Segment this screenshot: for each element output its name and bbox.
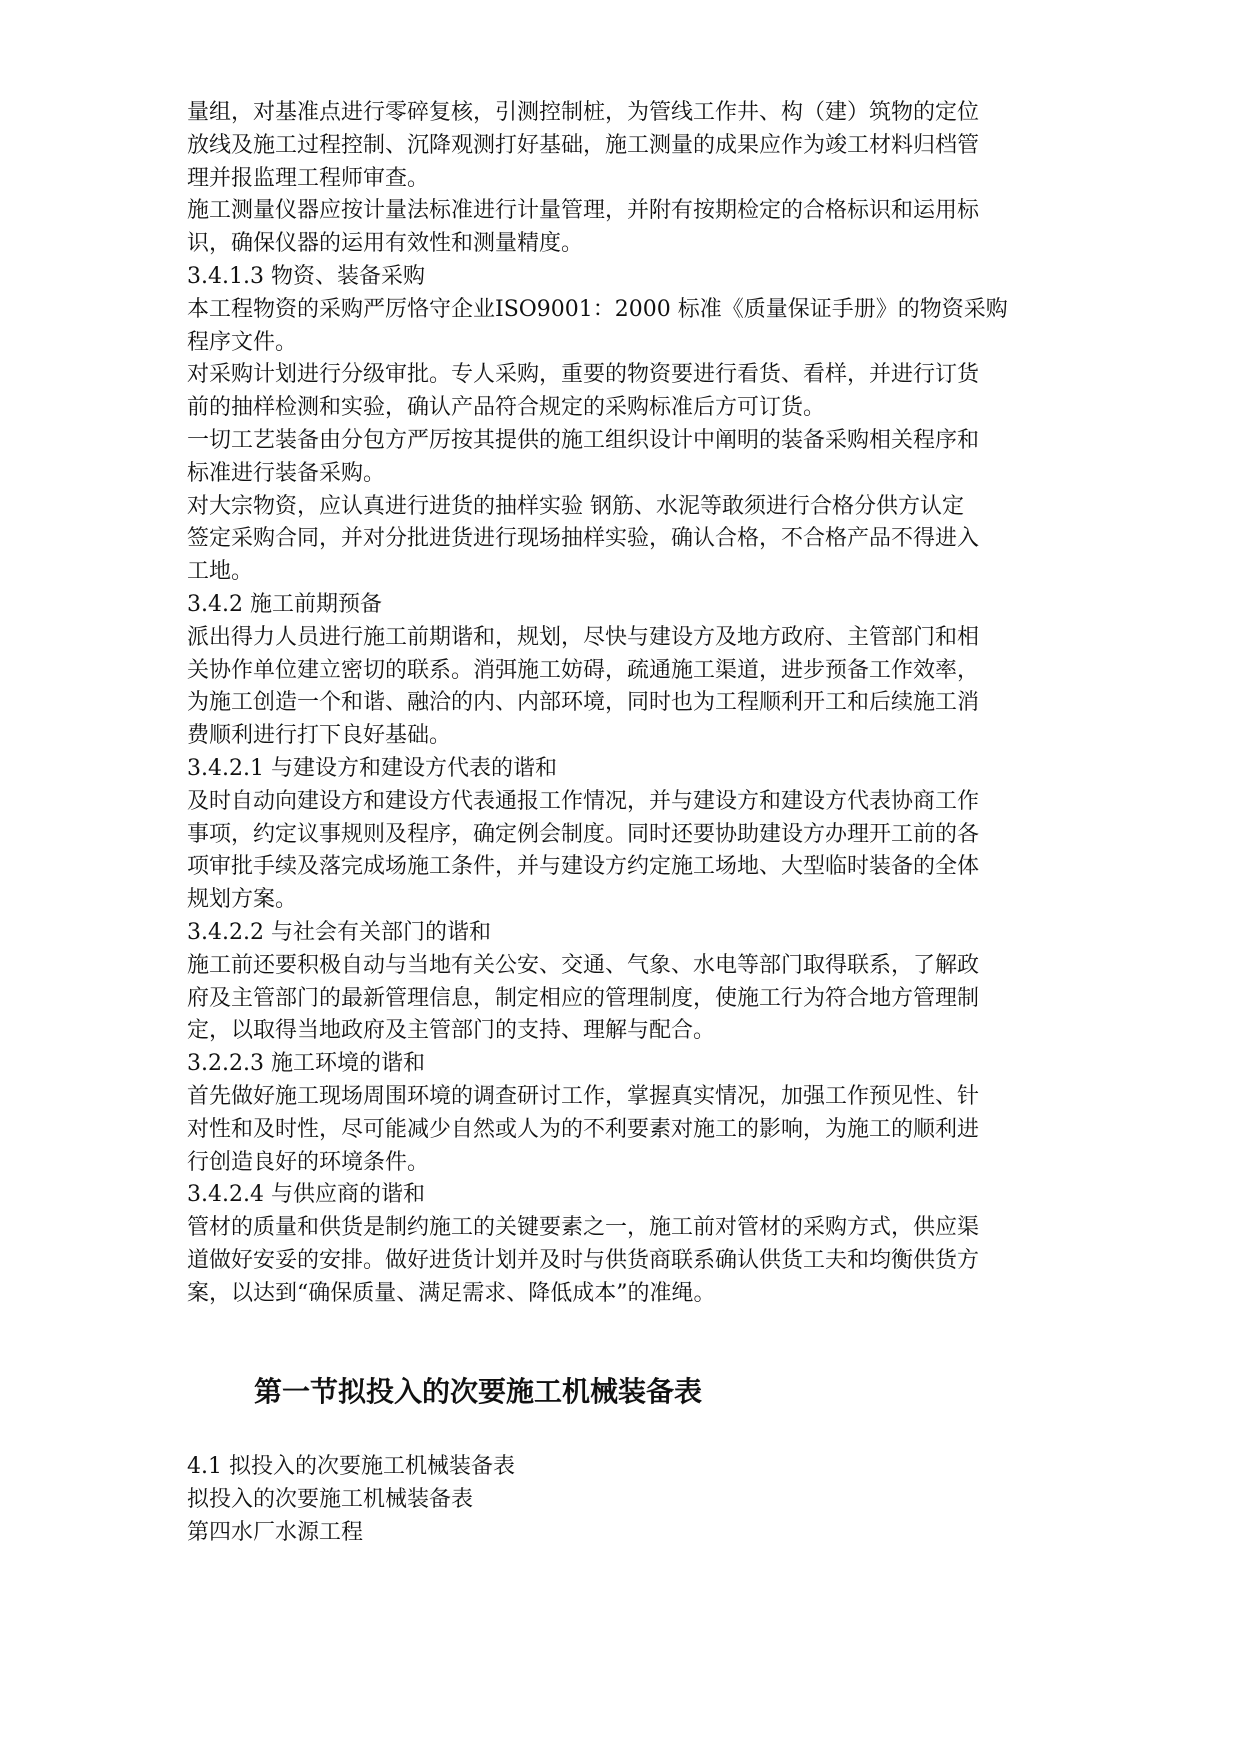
text-line: 量组，对基准点进行零碎复核，引测控制桩，为管线工作井、构（建）筑物的定位 <box>187 100 980 125</box>
subsection-heading: 4.1 拟投入的次要施工机械装备表 <box>187 1454 515 1479</box>
body-text <box>187 97 1067 1310</box>
text-line: 对大宗物资，应认真进行进货的抽样实验 钢筋、水泥等敢须进行合格分供方认定 <box>187 493 964 519</box>
text-line: 定，以取得当地政府及主管部门的支持、理解与配合。 <box>187 1018 716 1044</box>
text-line: 事项，约定议事规则及程序，确定例会制度。同时还要协助建设方办理开工前的各 <box>187 821 980 847</box>
project-name: 第四水厂水源工程 <box>187 1519 364 1545</box>
text-line: 程序文件。 <box>187 329 298 355</box>
text-line: 管材的质量和供货是制约施工的关键要素之一，施工前对管材的采购方式，供应渠 <box>187 1215 980 1241</box>
subsection-heading: 3.4.2.2 与社会有关部门的谐和 <box>187 919 491 945</box>
text-line: 对性和及时性，尽可能减少自然或人为的不利要素对施工的影响，为施工的顺利进 <box>187 1116 980 1142</box>
section-heading: 第一节拟投入的次要施工机械装备表 <box>254 1375 703 1408</box>
text-line: 道做好安妥的安排。做好进货计划并及时与供货商联系确认供货工夫和均衡供货方 <box>187 1247 980 1273</box>
text-line: 放线及施工过程控制、沉降观测打好基础，施工测量的成果应作为竣工材料归档管 <box>187 132 980 158</box>
subsection-heading: 3.2.2.3 施工环境的谐和 <box>187 1051 425 1077</box>
text-line: 费顺利进行打下良好基础。 <box>187 723 452 749</box>
text-line: 关协作单位建立密切的联系。消弭施工妨碍，疏通施工渠道，进步预备工作效率， <box>187 657 980 683</box>
text-line: 施工前还要积极自动与当地有关公安、交通、气象、水电等部门取得联系，了解政 <box>187 952 980 978</box>
text-line: 案，以达到“确保质量、满足需求、降低成本”的准绳。 <box>187 1280 716 1306</box>
table-title: 拟投入的次要施工机械装备表 <box>187 1486 474 1512</box>
text-line: 施工测量仪器应按计量法标准进行计量管理，并附有按期检定的合格标识和运用标 <box>187 198 980 224</box>
text-line: 及时自动向建设方和建设方代表通报工作情况，并与建设方和建设方代表协商工作 <box>187 788 980 814</box>
text-line: 规划方案。 <box>187 887 298 913</box>
text-line: 标准进行装备采购。 <box>187 460 386 486</box>
text-line: 对采购计划进行分级审批。专人采购，重要的物资要进行看货、看样，并进行订货 <box>187 362 980 388</box>
text-line: 本工程物资的采购严厉恪守企业ISO9001：2000 标准《质量保证手册》的物资采购 <box>187 296 1008 322</box>
text-line: 前的抽样检测和实验，确认产品符合规定的采购标准后方可订货。 <box>187 395 826 421</box>
subsection-heading: 3.4.2.4 与供应商的谐和 <box>187 1182 425 1208</box>
text-line: 派出得力人员进行施工前期谐和，规划，尽快与建设方及地方政府、主管部门和相 <box>187 624 980 650</box>
text-line: 签定采购合同，并对分批进货进行现场抽样实验，确认合格，不合格产品不得进入 <box>187 526 980 552</box>
text-line: 一切工艺装备由分包方严厉按其提供的施工组织设计中阐明的装备采购相关程序和 <box>187 427 980 453</box>
subsection-heading: 3.4.1.3 物资、装备采购 <box>187 263 425 289</box>
text-line: 府及主管部门的最新管理信息，制定相应的管理制度，使施工行为符合地方管理制 <box>187 985 980 1011</box>
text-line: 工地。 <box>187 559 254 585</box>
subsection-heading: 3.4.2.1 与建设方和建设方代表的谐和 <box>187 755 557 781</box>
subsection-heading: 3.4.2 施工前期预备 <box>187 591 382 617</box>
text-line: 行创造良好的环境条件。 <box>187 1149 430 1175</box>
text-line: 识，确保仪器的运用有效性和测量精度。 <box>187 231 584 257</box>
text-line: 首先做好施工现场周围环境的调查研讨工作，掌握真实情况，加强工作预见性、针 <box>187 1083 980 1109</box>
text-line: 为施工创造一个和谐、融洽的内、内部环境，同时也为工程顺利开工和后续施工消 <box>187 690 980 716</box>
text-line: 项审批手续及落完成场施工条件，并与建设方约定施工场地、大型临时装备的全体 <box>187 854 980 880</box>
text-line: 理并报监理工程师审查。 <box>187 165 430 191</box>
section-body <box>187 1451 1067 1549</box>
